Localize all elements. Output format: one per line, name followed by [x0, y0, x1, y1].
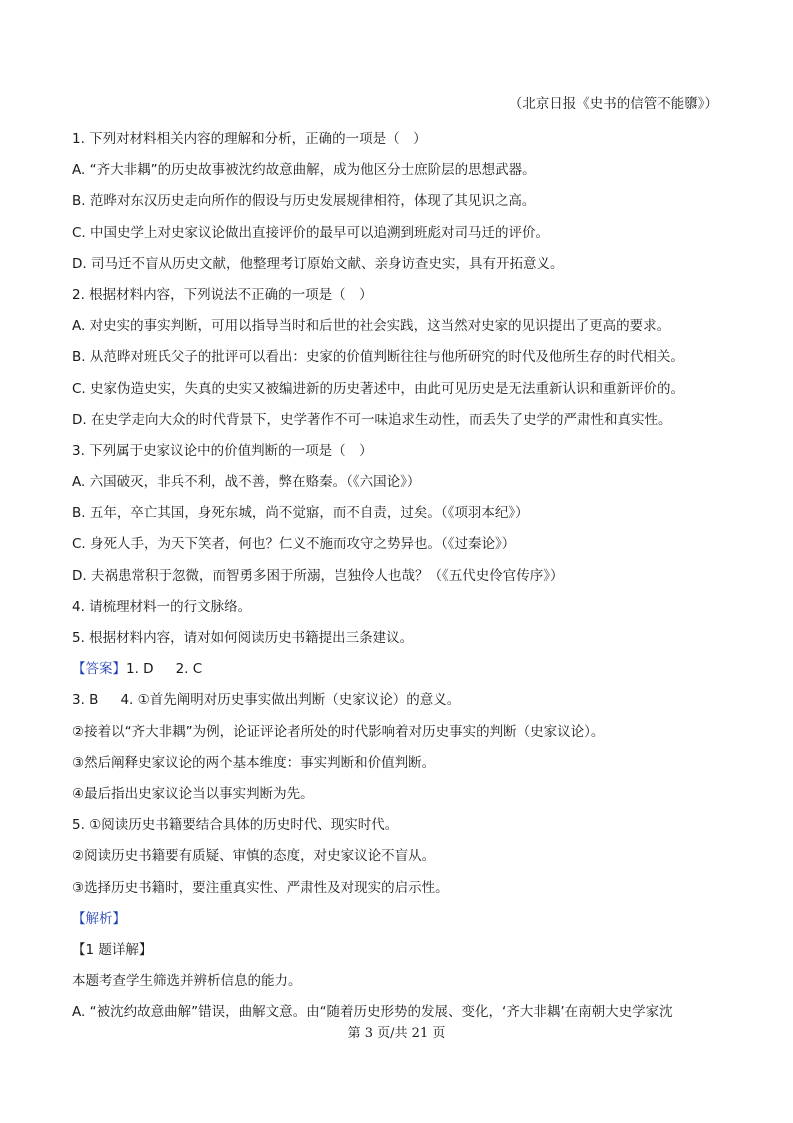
question-2-option-d: D. 在史学走向大众的时代背景下，史学著作不可一味追求生动性，而丢失了史学的严肃性和真实性。 [72, 411, 672, 428]
analysis-label-line [72, 904, 732, 935]
analysis-intro: 本题考查学生筛选并辨析信息的能力。 [72, 973, 302, 990]
answer-line-1 [72, 654, 732, 685]
question-3-option-d: D. 夫祸患常积于忽微，而智勇多困于所溺，岂独伶人也哉？（《五代史伶官传序》） [72, 567, 564, 584]
analysis-sub-label: 【1 题详解】 [72, 941, 153, 958]
answer-5-point-3: ③选择历史书籍时，要注重真实性、严肃性及对现实的启示性。 [72, 879, 449, 896]
question-1-option-b: B. 范晔对东汉历史走向所作的假设与历史发展规律相符，体现了其见识之高。 [72, 193, 536, 210]
answer-5-point-1: 5. ①阅读历史书籍要结合具体的历史时代、现实时代。 [72, 817, 399, 834]
answer-5-point-2: ②阅读历史书籍要有质疑、审慎的态度，对史家议论不盲从。 [72, 848, 436, 865]
analysis-label: 【解析】 [72, 910, 126, 927]
question-2-option-b: B. 从范晔对班氏父子的批评可以看出：史家的价值判断往往与他所研究的时代及他所生存的时代相关。 [72, 349, 684, 366]
answer-4-point-3: ③然后阐释史家议论的两个基本维度：事实判断和价值判断。 [72, 754, 436, 771]
question-2-option-c: C. 史家伪造史实，失真的史实又被编进新的历史著述中，由此可见历史是无法重新认识和重新评价的。 [72, 380, 685, 397]
question-3-option-a: A. 六国破灭，非兵不利，战不善，弊在赂秦。（《六国论》） [72, 474, 421, 491]
analysis-option-a: A. “被沈约故意曲解”错误，曲解文意。由“随着历史形势的发展、变化，‘齐大非耦’在南朝大史学家沈 [72, 1004, 673, 1021]
question-4-stem: 4. 请梳理材料一的行文脉络。 [72, 598, 252, 615]
question-2-option-a: A. 对史实的事实判断，可用以指导当时和后世的社会实践，这当然对史家的见识提出了更高的要求。 [72, 318, 671, 335]
answer-line-2 [72, 685, 732, 716]
answer-1: 1. D [126, 661, 154, 678]
question-1-stem: 1. 下列对材料相关内容的理解和分析，正确的一项是（ ） [72, 131, 427, 147]
source-citation: （北京日报《史书的信管不能隳》） [508, 96, 718, 112]
answer-4-point-2: ②接着以“齐大非耦”为例，论证评论者所处的时代影响着对历史事实的判断（史家议论）。 [72, 723, 605, 740]
question-3-option-b: B. 五年，卒亡其国，身死东城，尚不觉寤，而不自责，过矣。（《项羽本纪》） [72, 505, 529, 522]
page-number: 第 3 页/共 21 页 [347, 1026, 446, 1041]
answer-label: 【答案】 [72, 661, 126, 678]
question-2-stem: 2. 根据材料内容，下列说法不正确的一项是（ ） [72, 286, 373, 303]
question-1-option-d: D. 司马迁不盲从历史文献，他整理考订原始文献、亲身访查史实，具有开拓意义。 [72, 255, 564, 272]
answer-4-point-1: 4. ①首先阐明对历史事实做出判断（史家议论）的意义。 [120, 692, 461, 709]
answer-4-point-4: ④最后指出史家议论当以事实判断为先。 [72, 785, 314, 802]
question-3-option-c: C. 身死人手，为天下笑者，何也？仁义不施而攻守之势异也。（《过秦论》） [72, 536, 516, 553]
question-3-stem: 3. 下列属于史家议论中的价值判断的一项是（ ） [72, 442, 373, 459]
answer-2: 2. C [175, 661, 203, 678]
document-body [72, 124, 732, 1028]
question-1-option-a: A. “齐大非耦”的历史故事被沈约故意曲解，成为他区分士庶阶层的思想武器。 [72, 162, 536, 179]
answer-3: 3. B [72, 692, 99, 709]
question-5-stem: 5. 根据材料内容，请对如何阅读历史书籍提出三条建议。 [72, 630, 414, 646]
question-1-option-c: C. 中国史学上对史家议论做出直接评价的最早可以追溯到班彪对司马迁的评价。 [72, 224, 550, 241]
